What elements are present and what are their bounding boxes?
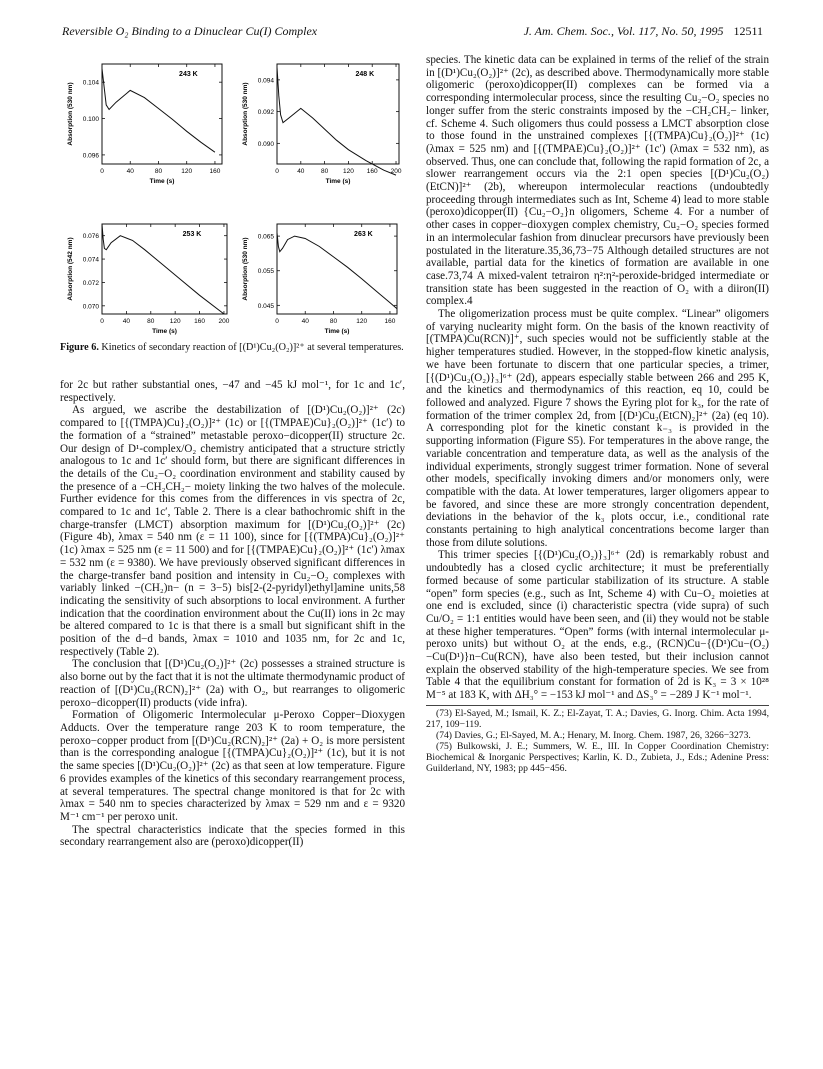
temperature-label: 263 K [354,231,373,238]
y-tick-label: 0.045 [257,302,274,310]
paragraph: species. The kinetic data can be explained in terms of the relief of the strain in [(D¹)Cu₂(O₂)]²⁺ (2c), as described above. Thermodynamically more stable oligomeric (peroxo)dicopper(II) complexes can be formed via a corresponding intermolecular process, since the resulting Cu₂−O₂ species no longer suffer from the steric constraints imposed by the −CH₂CH₂− linker, cf. Scheme 4. Such oligomers thus could possess a LMCT absorption close to those found in the unstrained complexes [{(TMPA)Cu}₂(O₂)]²⁺ (1c) (λmax = 525 nm) and [{(TMPAE)Cu}₂(O₂)]²⁺ (1c′) (λmax = 532 nm), as observed. Thus, one can conclude that, following the rapid formation of 2c, a slower rearrangement occurs via the 2:1 open species [(D¹)Cu₂(O₂)(EtCN)]²⁺ (2b), whereupon intermolecular reactions (undoubtedly proceeding through intermediates such as Int, Scheme 4) lead to more stable (peroxo)dicopper(II) {Cu₂−O₂}n oligomers, Scheme 4. For a number of other cases in copper−dioxygen complex chemistry, Cu₂−O₂ species formed in an intermolecular fashion from dinuclear precursors have previously been postulated in the literature.35,36,73−75 Although detailed structures are not available, partial data for the kinetics of formation are available in one case.73,74 A mixed-valent tetrairon η²:η²-peroxide-bridged intermediate or transition state has been suggested in the reaction of O₂ with a diiron(II) complex.4 [426,54,769,308]
paragraph: The oligomerization process must be quite complex. “Linear” oligomers of varying nuclearity might form. On the basis of the known reactivity of [(TMPA)Cu(RCN)]⁺, such species would not be sufficiently stable at the higher temperatures studied. However, in the stopped-flow kinetic analysis, we have been fortunate to discern that one particular species, a trimer, [{(D¹)Cu₂(O₂)}₃]⁶⁺ (2d), appears especially stable between 266 and 295 K, and the kinetics and thermodynamics of this reaction, eq 10, could be followed and analyzed. Figure 7 shows the Eyring plot for k₃, for the rate of formation of the trimer complex 2d, from [(D¹)Cu₂(EtCN)₂]²⁺ (2a) (eq 10). A corresponding plot for the kinetic constant k₋₃ is provided in the supporting information (Figure S5). For temperatures in the above range, the variable concentration and temperature data, as well as the analysis of the individual experiments, strongly suggest trimer formation. None of several other models, specifically invoking dimers and/or monomers only, were compatible with the data. At lower temperatures, larger oligomers appear to be favored, and since these are more strongly concentration dependent, deviations in the behavior of the k₃ plots occur, i.e., conditional rate constants pertaining to high analytical concentrations become larger than those from dilute solutions. [426,308,769,549]
kinetic-trace [277,233,397,309]
x-tick-label: 160 [384,318,396,325]
x-tick-label: 40 [126,168,134,175]
paragraph: This trimer species [{(D¹)Cu₂(O₂)}₃]⁶⁺ (2d) is remarkably robust and undoubtedly has a closed cyclic architecture; it must be preferentially formed because of some particular stabilization of its structure. A stable “open” form species (e.g., such as Int, Scheme 4) with Cu−O₂ moieties at one end is excluded, since (i) characteristic spectra (vide supra) of such Cu/O₂ = 1:1 entities would have been seen, and (ii) they would not be stable at these higher temperatures. “Open” forms (with internal intermolecular μ-peroxo units) but without O₂ at the ends, e.g., (RCN)Cu−{(D¹)Cu−(O₂)−Cu(D¹)}n−Cu(RCN), have also been tested, but their inclusion cannot explain the observed stability of the high-temperature species. We see from Table 4 that the equilibrium constant for formation of 2d is K₃ = 3 × 10²⁸ M⁻⁵ at 183 K, with ΔH₃° = −153 kJ mol⁻¹ and ΔS₃° = −289 J K⁻¹ mol⁻¹. [426,549,769,702]
figure-6 [60,54,405,339]
kinetics-plots [60,54,405,339]
x-tick-label: 0 [275,318,279,325]
paragraph: As argued, we ascribe the destabilization of [(D¹)Cu₂(O₂)]²⁺ (2c) compared to [{(TMPA)Cu}₂(O₂)]²⁺ (1c) or [{(TMPAE)Cu}₂(O₂)]²⁺ (1c′) to the formation of a “strained” metastable peroxo−dicopper(II) structure 2c. Our design of D¹-complex/O₂ chemistry anticipated that a structure strictly analogous to 1c and 1c′ should form, but there are significant differences in the details of the Cu₂−O₂ coordination environment and stability caused by the presence of a −CH₂CH₂− moiety linking the two halves of the molecule. Further evidence for this comes from the differences in vis spectra of 2c, compared to 1c and 1c′, Table 2. There is a clear bathochromic shift in the charge-transfer (LMCT) absorption maximum for [(D¹)Cu₂(O₂)]²⁺ (2c) (Figure 4b), λmax = 540 nm (ε = 11 100), since for [{(TMPA)Cu}₂(O₂)]²⁺ (1c) λmax = 525 nm (ε = 11 500) and for [{(TMPAE)Cu}₂(O₂)]²⁺ (1c′) λmax = 532 nm (ε = 9380). We have previously observed significant differences in the charge-transfer band position and intensity in Cu₂−O₂ complexes with variably linked −(CH₂)n− (n = 3−5) bis[2-(2-pyridyl)ethyl]amine units,58 indicating the sensitivity of such absorptions to local environment. A further indication that the coordination environment about the Cu(II) ions in 2c may be altered compared to 1c is that there is a small but significant shift in the position of the d−d bands, λmax = 1010 and 1035 nm, for 2c and 1c, respectively (Table 2). [60,404,405,658]
x-axis-label: Time (s) [152,328,177,335]
y-tick-label: 0.070 [82,303,99,311]
x-tick-label: 80 [329,318,338,325]
temperature-label: 248 K [355,71,375,78]
kinetic-trace [277,67,396,175]
plot-frame [277,64,399,164]
left-column-text [60,379,405,849]
footnote-references [426,705,769,774]
plot-frame [277,224,397,314]
reference-item: (73) El-Sayed, M.; Ismail, K. Z.; El-Zayat, T. A.; Davies, G. Inorg. Chim. Acta 1994, 217, 109−119. [426,707,769,730]
page-number: 12511 [733,24,763,38]
x-tick-label: 0 [100,168,104,175]
reference-item: (74) Davies, G.; El-Sayed, M. A.; Henary, M. Inorg. Chem. 1987, 26, 3266−3273. [436,729,751,741]
caption-text: Kinetics of secondary reaction of [(D¹)Cu₂(O₂)]²⁺ at several temperatures. [101,342,404,353]
temperature-label: 243 K [179,71,198,78]
x-tick-label: 120 [169,318,181,325]
kinetic-trace [102,69,215,153]
y-tick-label: 0.090 [257,140,274,148]
y-tick-label: 0.076 [82,233,99,241]
header-citation: J. Am. Chem. Soc., Vol. 117, No. 50, 1995 [523,24,724,38]
plot-frame [102,64,222,164]
y-tick-label: 0.092 [257,109,274,117]
header-title: Reversible O₂ Binding to a Dinuclear Cu(I) Complex [62,24,318,38]
y-axis-label: Absorption (530 nm) [67,82,74,146]
x-tick-label: 120 [342,168,354,175]
x-tick-label: 120 [181,168,193,175]
paragraph: for 2c but rather substantial ones, −47 and −45 kJ mol⁻¹, for 1c and 1c′, respectively. [60,379,405,404]
y-tick-label: 0.096 [82,152,99,160]
x-tick-label: 0 [100,318,104,325]
x-tick-label: 40 [301,318,309,325]
y-axis-label: Absorption (530 nm) [242,237,249,301]
y-tick-label: 0.074 [82,256,99,264]
plot-frame [102,224,227,314]
paragraph: The spectral characteristics indicate that the species formed in this secondary rearrangement also are (peroxo)dicopper(II) [60,823,405,849]
x-tick-label: 200 [390,168,402,175]
paragraph: Formation of Oligomeric Intermolecular μ-Peroxo Copper−Dioxygen Adducts. Over the temperature range 203 K to room temperature, the peroxo−copper product from [(D¹)Cu₂(RCN)₂]²⁺ (2a) + O₂ is more persistent than is the corresponding analogue [{(TMPA)Cu}₂(O₂)]²⁺ (1c), but it is not the same species [(D¹)Cu₂(O₂)]²⁺ (2c) as that seen at low temperature. Figure 6 provides examples of the kinetics of this secondary rearrangement process, at several temperatures. The spectral change monitored is that for 2c with λmax = 540 nm to species characterized by λmax = 529 nm and ε = 9320 M⁻¹ cm⁻¹ per peroxo unit. [60,709,405,823]
figure-caption [60,342,405,354]
y-tick-label: 0.055 [257,268,274,276]
header-journal [524,24,763,39]
reference-item: (75) Bulkowski, J. E.; Summers, W. E., III. In Copper Coordination Chemistry: Biochemical & Inorganic Perspectives; Karlin, K. D., Zubieta, J., Eds.; Adenine Press: Guilderland, NY, 1983; pp 445−456. [426,740,769,774]
x-tick-label: 80 [147,318,155,325]
x-tick-label: 120 [356,318,368,325]
right-column-text [426,54,769,774]
x-tick-label: 160 [366,168,378,175]
x-tick-label: 0 [275,168,279,175]
x-tick-label: 40 [122,318,131,325]
y-axis-label: Absorption (542 nm) [67,237,74,301]
running-header [0,24,823,42]
x-tick-label: 200 [218,318,230,325]
temperature-label: 253 K [182,231,202,238]
kinetic-trace [102,224,224,314]
y-tick-label: 0.104 [82,79,99,87]
x-tick-label: 40 [297,168,305,175]
caption-label: Figure 6. [60,342,99,353]
x-tick-label: 80 [154,168,163,175]
y-tick-label: 0.094 [257,77,274,85]
y-tick-label: 0.100 [82,116,99,124]
x-tick-label: 80 [320,168,329,175]
y-tick-label: 0.072 [82,279,99,287]
y-tick-label: 0.065 [257,233,274,241]
x-axis-label: Time (s) [324,328,350,335]
x-axis-label: Time (s) [149,178,175,185]
y-axis-label: Absorption (530 nm) [242,82,249,146]
x-axis-label: Time (s) [325,178,351,185]
paragraph: The conclusion that [(D¹)Cu₂(O₂)]²⁺ (2c) possesses a strained structure is also borne out by the fact that it is not the ultimate thermodynamic product of reaction of [(D¹)Cu₂(RCN)₂]²⁺ (2a) with O₂, but rearranges to oligomeric peroxo−dicopper(II) products (vide infra). [60,658,405,709]
x-tick-label: 160 [209,168,221,175]
x-tick-label: 160 [194,318,205,325]
